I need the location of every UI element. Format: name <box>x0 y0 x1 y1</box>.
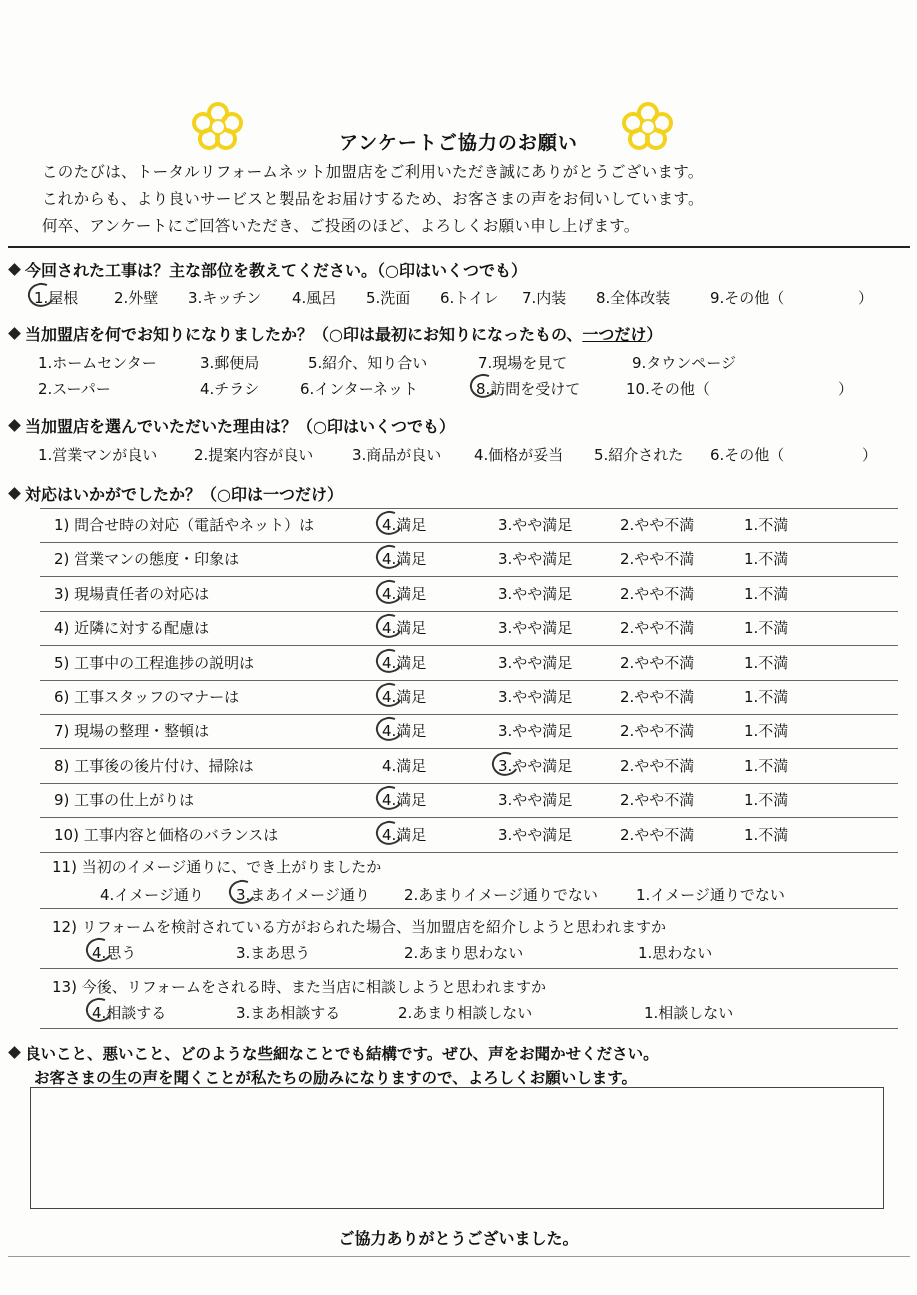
q4-row-option[interactable]: 3.やや満足 <box>498 825 573 844</box>
q2-note-prefix: （○印は最初にお知りになったもの、 <box>313 325 583 344</box>
q2-heading <box>10 322 662 345</box>
q4-row-label: 3) 現場責任者の対応は <box>54 584 210 603</box>
q13-divider <box>40 1028 898 1029</box>
q3-note: （○印はいくつでも） <box>297 417 455 436</box>
q4-row-option[interactable]: 4.満足 <box>382 791 427 810</box>
q12-label: 12) リフォームを検討されている方がおられた場合、当加盟店を紹介しようと思われますか <box>52 918 666 936</box>
q4-row <box>40 783 898 818</box>
q4-row-option[interactable]: 2.やや不満 <box>620 550 695 569</box>
q4-row-option[interactable]: 3.やや満足 <box>498 653 573 672</box>
q2-option-9[interactable]: 9.タウンページ <box>632 354 737 372</box>
q4-row-option[interactable]: 4.満足 <box>382 584 427 603</box>
q4-row-option[interactable]: 4.満足 <box>382 516 427 534</box>
q4-row-option[interactable]: 4.満足 <box>382 550 427 569</box>
q4-row <box>40 577 898 612</box>
q13-option-2[interactable]: 2.あまり相談しない <box>398 1004 533 1022</box>
q4-row-option[interactable]: 2.やや不満 <box>620 653 695 672</box>
q1-option-4[interactable]: 4.風呂 <box>292 289 337 307</box>
q1-option-7[interactable]: 7.内装 <box>522 289 567 307</box>
q1-option-9-close: ） <box>858 289 874 307</box>
q1-option-2[interactable]: 2.外壁 <box>114 289 159 307</box>
diamond-bullet-icon <box>8 263 21 276</box>
q2-option-1[interactable]: 1.ホームセンター <box>38 354 157 372</box>
q4-row-option[interactable]: 1.不満 <box>744 653 789 672</box>
q12-option-4[interactable]: 4.思う <box>92 944 137 962</box>
q4-row-option[interactable]: 3.やや満足 <box>498 756 573 775</box>
q2-note-suffix: ） <box>646 325 663 344</box>
q4-row-option[interactable]: 1.不満 <box>744 756 789 775</box>
q4-row-option[interactable]: 1.不満 <box>744 619 789 638</box>
q3-heading <box>10 414 455 437</box>
q4-row-option[interactable]: 2.やや不満 <box>620 619 695 638</box>
q4-row <box>40 818 898 853</box>
footer-divider <box>8 1256 910 1257</box>
q4-row-option[interactable]: 4.満足 <box>382 653 427 672</box>
q13-option-1[interactable]: 1.相談しない <box>644 1004 734 1022</box>
q4-row-option[interactable]: 1.不満 <box>744 825 789 844</box>
q4-row-option[interactable]: 3.やや満足 <box>498 791 573 810</box>
page-title: アンケートご協力のお願い <box>339 132 578 154</box>
q13-label: 13) 今後、リフォームをされる時、また当店に相談しようと思われますか <box>52 978 546 996</box>
q11-option-4[interactable]: 4.イメージ通り <box>100 886 204 904</box>
q2-option-10-close: ） <box>838 380 854 398</box>
q2-title: 当加盟店を何でお知りになりましたか？ <box>25 325 314 344</box>
q4-row-option[interactable]: 4.満足 <box>382 619 427 638</box>
q12-option-2[interactable]: 2.あまり思わない <box>404 944 524 962</box>
diamond-bullet-icon <box>8 487 21 500</box>
q2-option-2[interactable]: 2.スーパー <box>38 380 111 398</box>
q4-row <box>40 680 898 715</box>
q13-option-4[interactable]: 4.相談する <box>92 1004 167 1022</box>
comments-heading <box>10 1042 659 1064</box>
q4-row-label: 1) 問合せ時の対応（電話やネット）は <box>54 516 315 534</box>
q4-row-option[interactable]: 4.満足 <box>382 722 427 741</box>
q4-row-option[interactable]: 3.やや満足 <box>498 550 573 569</box>
q4-row-option[interactable]: 2.やや不満 <box>620 756 695 775</box>
q4-row-label: 8) 工事後の後片付け、掃除は <box>54 756 254 775</box>
q3-title: 当加盟店を選んでいただいた理由は？ <box>25 417 298 436</box>
q2-option-7[interactable]: 7.現場を見て <box>478 354 568 372</box>
q4-row-label: 10) 工事内容と価格のバランスは <box>54 825 279 844</box>
q4-row <box>40 749 898 784</box>
diamond-bullet-icon <box>8 419 21 432</box>
diamond-bullet-icon <box>8 327 21 340</box>
q4-row-option[interactable]: 4.満足 <box>382 825 427 844</box>
q12-divider <box>40 968 898 969</box>
footer-thanks: ご協力ありがとうございました。 <box>338 1229 579 1248</box>
q3-option-4[interactable]: 4.価格が妥当 <box>474 446 564 464</box>
q2-option-10[interactable]: 10.その他（ <box>626 380 710 398</box>
q4-row-option[interactable]: 4.満足 <box>382 688 427 706</box>
q4-row-option[interactable]: 1.不満 <box>744 550 789 569</box>
q2-option-6[interactable]: 6.インターネット <box>300 380 418 398</box>
q4-title: 対応はいかがでしたか？ <box>25 485 202 504</box>
q2-option-8[interactable]: 8.訪問を受けて <box>476 380 581 398</box>
q4-row-option[interactable]: 1.不満 <box>744 722 789 741</box>
q1-heading <box>10 258 527 281</box>
q11-label: 11) 当初のイメージ通りに、でき上がりましたか <box>52 858 382 876</box>
q11-divider <box>40 908 898 909</box>
q1-option-6[interactable]: 6.トイレ <box>440 289 499 307</box>
q4-row-option[interactable]: 3.やや満足 <box>498 584 573 603</box>
q4-row <box>40 646 898 681</box>
q1-option-1[interactable]: 1.屋根 <box>34 289 79 307</box>
q4-row-option[interactable]: 2.やや不満 <box>620 722 695 741</box>
q4-row-label: 4) 近隣に対する配慮は <box>54 619 210 638</box>
intro-line-3: 何卒、アンケートにご回答いただき、ご投函のほど、よろしくお願い申し上げます。 <box>42 217 640 235</box>
q4-row-option[interactable]: 1.不満 <box>744 791 789 810</box>
q4-row-option[interactable]: 4.満足 <box>382 756 427 775</box>
q1-option-9[interactable]: 9.その他（ <box>710 289 785 307</box>
q2-option-4[interactable]: 4.チラシ <box>200 380 260 398</box>
diamond-bullet-icon <box>8 1046 21 1059</box>
q3-option-2[interactable]: 2.提案内容が良い <box>194 446 314 464</box>
q1-title: 今回された工事は？主な部位を教えてください。 <box>25 261 378 280</box>
q2-option-5[interactable]: 5.紹介、知り合い <box>308 354 428 372</box>
intro-line-2: これからも、より良いサービスと製品をお届けするため、お客さまの声をお伺いしています。 <box>42 190 704 208</box>
q3-option-3[interactable]: 3.商品が良い <box>352 446 442 464</box>
q4-row-label: 7) 現場の整理・整頓は <box>54 722 210 741</box>
q4-row-option[interactable]: 2.やや不満 <box>620 688 695 706</box>
q4-row-option[interactable]: 1.不満 <box>744 688 789 706</box>
q1-option-5[interactable]: 5.洗面 <box>366 289 411 307</box>
header-divider <box>8 246 910 248</box>
q13-option-3[interactable]: 3.まあ相談する <box>236 1004 341 1022</box>
q4-row-option[interactable]: 3.やや満足 <box>498 688 573 706</box>
comments-subtitle: お客さまの生の声を聞くことが私たちの励みになりますので、よろしくお願いします。 <box>34 1069 637 1087</box>
q4-row-label: 9) 工事の仕上がりは <box>54 791 195 810</box>
q3-option-6-close: ） <box>862 446 878 464</box>
comments-title: 良いこと、悪いこと、どのような些細なことでも結構です。ぜひ、声をお聞かせください。 <box>25 1045 659 1063</box>
q1-option-8[interactable]: 8.全体改装 <box>596 289 671 307</box>
q1-option-3[interactable]: 3.キッチン <box>188 289 262 307</box>
q4-row <box>40 508 898 543</box>
q4-row <box>40 611 898 646</box>
q4-row <box>40 542 898 577</box>
q12-option-1[interactable]: 1.思わない <box>638 944 713 962</box>
q4-row-label: 2) 営業マンの態度・印象は <box>54 550 240 569</box>
q4-row-label: 6) 工事スタッフのマナーは <box>54 688 240 706</box>
q3-option-1[interactable]: 1.営業マンが良い <box>38 446 158 464</box>
q3-option-6[interactable]: 6.その他（ <box>710 446 785 464</box>
q11-option-1[interactable]: 1.イメージ通りでない <box>636 886 785 904</box>
intro-line-1: このたびは、トータルリフォームネット加盟店をご利用いただき誠にありがとうございます。 <box>42 163 704 181</box>
q4-row-option[interactable]: 2.やや不満 <box>620 516 695 534</box>
q3-option-5[interactable]: 5.紹介された <box>594 446 684 464</box>
q4-row-option[interactable]: 3.やや満足 <box>498 722 573 741</box>
q4-row-option[interactable]: 3.やや満足 <box>498 516 573 534</box>
q12-option-3[interactable]: 3.まあ思う <box>236 944 311 962</box>
q4-note: （○印は一つだけ） <box>201 485 343 504</box>
q4-row-option[interactable]: 2.やや不満 <box>620 584 695 603</box>
q4-row-label: 5) 工事中の工程進捗の説明は <box>54 653 255 672</box>
q4-row-option[interactable]: 1.不満 <box>744 516 789 534</box>
q11-option-2[interactable]: 2.あまりイメージ通りでない <box>404 886 598 904</box>
q2-note-emph: 一つだけ <box>582 325 647 344</box>
q4-row-option[interactable]: 1.不満 <box>744 584 789 603</box>
q4-row-option[interactable]: 2.やや不満 <box>620 825 695 844</box>
q4-row-option[interactable]: 3.やや満足 <box>498 619 573 638</box>
q4-row-option[interactable]: 2.やや不満 <box>620 791 695 810</box>
q4-heading <box>10 482 343 505</box>
q1-note: （○印はいくつでも） <box>377 261 527 280</box>
q4-row <box>40 714 898 749</box>
q2-option-3[interactable]: 3.郵便局 <box>200 354 260 372</box>
q11-option-3[interactable]: 3.まあイメージ通り <box>236 886 370 904</box>
comment-textarea[interactable] <box>30 1087 884 1209</box>
